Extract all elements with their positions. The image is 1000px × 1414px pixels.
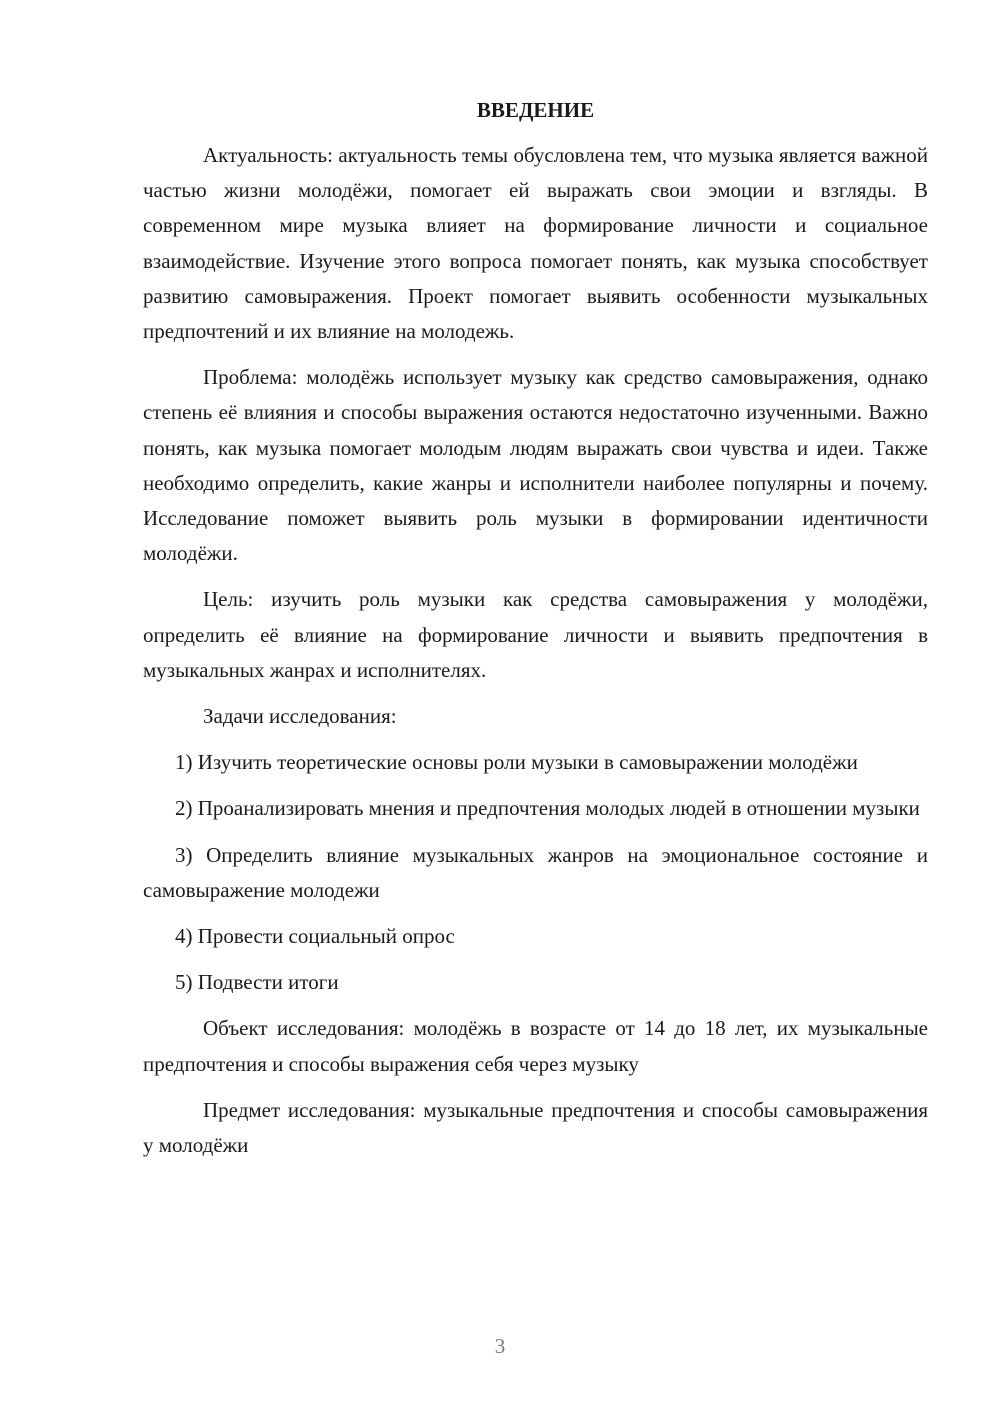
- task-item-4: 4) Провести социальный опрос: [175, 924, 455, 949]
- task-item-2: 2) Проанализировать мнения и предпочтения молодых людей в отношении музыки: [175, 796, 920, 821]
- document-page: [143, 93, 928, 1163]
- goal-paragraph: Цель: изучить роль музыки как средства самовыражения у молодёжи, определить её влияние на формирование личности и выявить предпочтения в музыкальных жанрах и исполнителях.: [143, 587, 928, 682]
- relevance-paragraph: Актуальность: актуальность темы обусловлена тем, что музыка является важной частью жизни молодёжи, помогает ей выражать свои эмоции и взгляды. В современном мире музыка влияет на формирование личности и социальное взаимодействие. Изучение этого вопроса помогает понять, как музыка способствует развитию самовыражения. Проект помогает выявить особенности музыкальных предпочтений и их влияние на молодежь.: [143, 143, 928, 344]
- section-title: ВВЕДЕНИЕ: [476, 98, 595, 122]
- task-item-1: 1) Изучить теоретические основы роли музыки в самовыражении молодёжи: [175, 750, 858, 775]
- task-item-3: 3) Определить влияние музыкальных жанров на эмоциональное состояние и самовыражение молодежи: [143, 842, 928, 902]
- task-item-5: 5) Подвести итоги: [175, 970, 339, 995]
- research-subject-paragraph: Предмет исследования: музыкальные предпочтения и способы самовыражения у молодёжи: [143, 1097, 928, 1158]
- page-number: 3: [494, 1334, 506, 1358]
- research-object-paragraph: Объект исследования: молодёжь в возрасте от 14 до 18 лет, их музыкальные предпочтения и способы выражения себя через музыку: [143, 1016, 928, 1076]
- problem-paragraph: Проблема: молодёжь использует музыку как средство самовыражения, однако степень её влияния и способы выражения остаются недостаточно изученными. Важно понять, как музыка помогает молодым людям выражать свои чувства и идеи. Также необходимо определить, какие жанры и исполнители наиболее популярны и почему. Исследование поможет выявить роль музыки в формировании идентичности молодёжи.: [143, 365, 928, 566]
- tasks-heading: Задачи исследования:: [203, 704, 397, 729]
